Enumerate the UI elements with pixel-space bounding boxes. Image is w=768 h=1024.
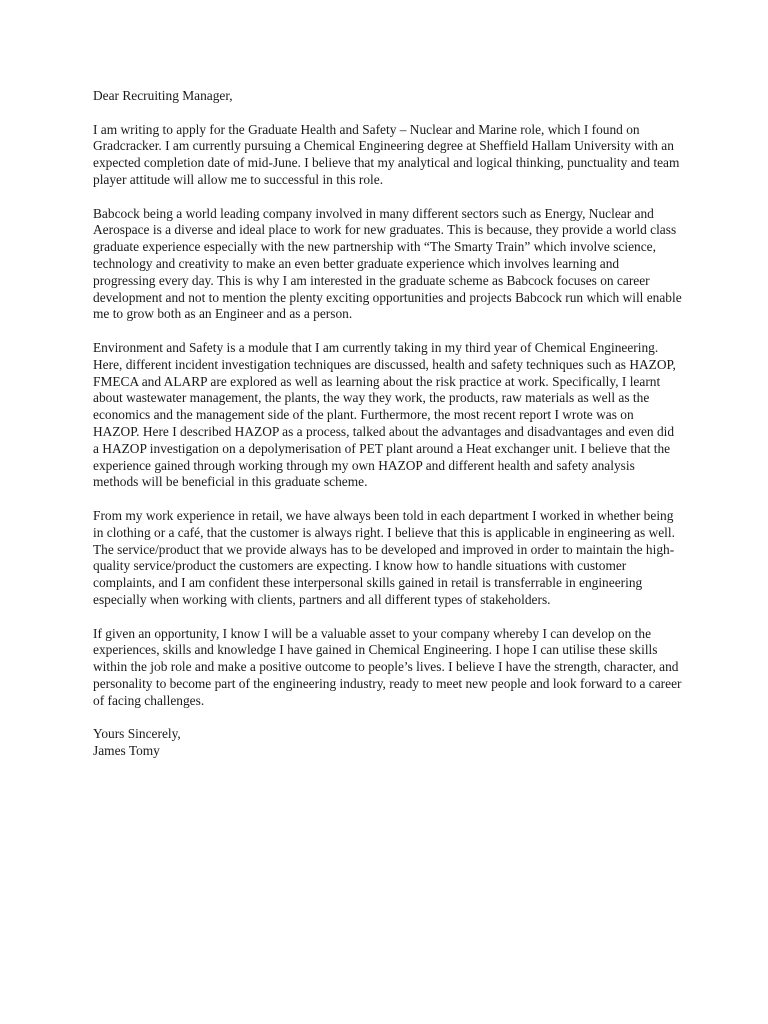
closing: Yours Sincerely, xyxy=(93,726,181,742)
paragraph-introduction: I am writing to apply for the Graduate Health and Safety – Nuclear and Marine role, which I found on Gradcracker. I am currently pursuing a Chemical Engineering degree at Sheffield Hallam University with an expected completion date of mid-June. I believe that my analytical and logical thinking, punctuality and team player attitude will allow me to successful in this role. xyxy=(93,121,680,187)
paragraph-conclusion: If given an opportunity, I know I will be a valuable asset to your company whereby I can develop on the experiences, skills and knowledge I have gained in Chemical Engineering. I hope I can utilise these skills within the job role and make a positive outcome to people’s lives. I believe I have the strength, character, and personality to become part of the engineering industry, ready to meet new people and look forward to a career of facing challenges. xyxy=(93,625,682,708)
paragraph-work-experience: From my work experience in retail, we have always been told in each department I worked in whether being in clothing or a café, that the customer is always right. I believe that this is applicable in engineering as well. The service/product that we provide always has to be developed and improved in order to maintain the high-quality service/product the customers are expecting. I know how to handle situations with customer complaints, and I am confident these interpersonal skills gained in retail is transferrable in engineering especially when working with clients, partners and all different types of stakeholders. xyxy=(93,507,675,607)
salutation: Dear Recruiting Manager, xyxy=(93,88,233,103)
paragraph-company-motivation: Babcock being a world leading company involved in many different sectors such as Energy, Nuclear and Aerospace is a diverse and ideal place to work for new graduates. This is because, they provide a world class graduate experience especially with the new partnership with “The Smarty Train” which involve science, technology and creativity to make an even better graduate experience which involves learning and progressing every day. This is why I am interested in the graduate scheme as Babcock focuses on career development and not to mention the plenty exciting opportunities and projects Babcock run which will enable me to grow both as an Engineer and as a person. xyxy=(93,205,682,322)
paragraph-academic-experience: Environment and Safety is a module that I am currently taking in my third year of Chemical Engineering. Here, different incident investigation techniques are discussed, health and safety techniques such as HAZOP, FMECA and ALARP are explored as well as learning about the risk practice at work. Specifically, I learnt about wastewater management, the plants, the way they work, the products, raw materials as well as the economics and the management side of the plant. Furthermore, the most recent report I wrote was on HAZOP. Here I described HAZOP as a process, talked about the advantages and disadvantages and even did a HAZOP investigation on a depolymerisation of PET plant around a Heat exchanger unit. I believe that the experience gained through working through my own HAZOP and different health and safety analysis methods will be beneficial in this graduate scheme. xyxy=(93,339,676,490)
cover-letter xyxy=(93,88,683,760)
signature-name: James Tomy xyxy=(93,743,160,759)
